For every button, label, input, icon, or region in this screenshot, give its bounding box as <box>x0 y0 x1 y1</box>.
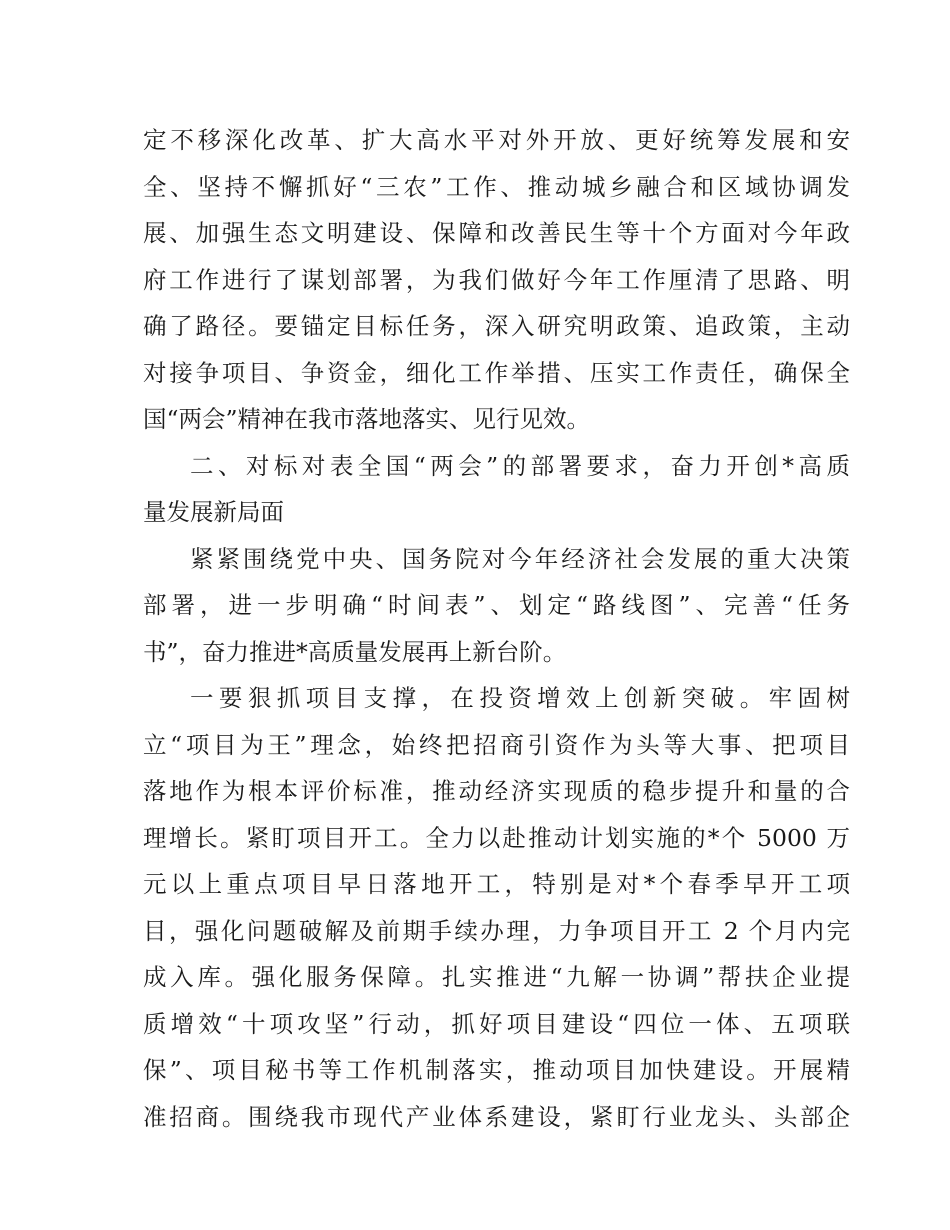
text-line: 对接争项目、争资金，细化工作举措、压实工作责任，确保全 <box>143 358 850 387</box>
text-line: 国“两会”精神在我市落地落实、见行见效。 <box>143 405 591 433</box>
text-line: 确了路径。要锚定目标任务，深入研究明政策、追政策，主动 <box>143 312 850 340</box>
text-line: 立“项目为王”理念，始终把招商引资作为头等大事、把项目 <box>143 730 850 759</box>
text-line: 二、对标对表全国“两会”的部署要求，奋力开创*高质 <box>190 451 850 480</box>
text-line: 府工作进行了谋划部署，为我们做好今年工作厘清了思路、明 <box>143 265 850 294</box>
text-line: 书”，奋力推进*高质量发展再上新台阶。 <box>143 637 567 666</box>
text-line: 理增长。紧盯项目开工。全力以赴推动计划实施的*个 5000 万 <box>143 823 850 852</box>
text-line: 准招商。围绕我市现代产业体系建设，紧盯行业龙头、头部企 <box>143 1102 850 1131</box>
text-line: 落地作为根本评价标准，推动经济实现质的稳步提升和量的合 <box>143 777 850 805</box>
text-line: 目，强化问题破解及前期手续办理，力争项目开工 2 个月内完 <box>143 916 850 945</box>
text-line: 全、坚持不懈抓好“三农”工作、推动城乡融合和区域协调发 <box>143 172 850 201</box>
text-line: 一要狠抓项目支撑，在投资增效上创新突破。牢固树 <box>190 684 850 712</box>
text-line: 量发展新局面 <box>143 498 284 526</box>
text-line: 紧紧围绕党中央、国务院对今年经济社会发展的重大决策 <box>190 544 850 573</box>
text-line: 元以上重点项目早日落地开工，特别是对*个春季早开工项 <box>143 870 850 898</box>
text-line: 保”、项目秘书等工作机制落实，推动项目加快建设。开展精 <box>143 1056 850 1084</box>
text-line: 部署，进一步明确“时间表”、划定“路线图”、完善“任务 <box>143 591 850 619</box>
body-text <box>143 117 850 1140</box>
text-line: 成入库。强化服务保障。扎实推进“九解一协调”帮扶企业提 <box>143 963 850 991</box>
text-line: 展、加强生态文明建设、保障和改善民生等十个方面对今年政 <box>143 219 850 247</box>
text-line: 定不移深化改革、扩大高水平对外开放、更好统筹发展和安 <box>143 126 850 154</box>
text-line: 质增效“十项攻坚”行动，抓好项目建设“四位一体、五项联 <box>143 1009 850 1038</box>
